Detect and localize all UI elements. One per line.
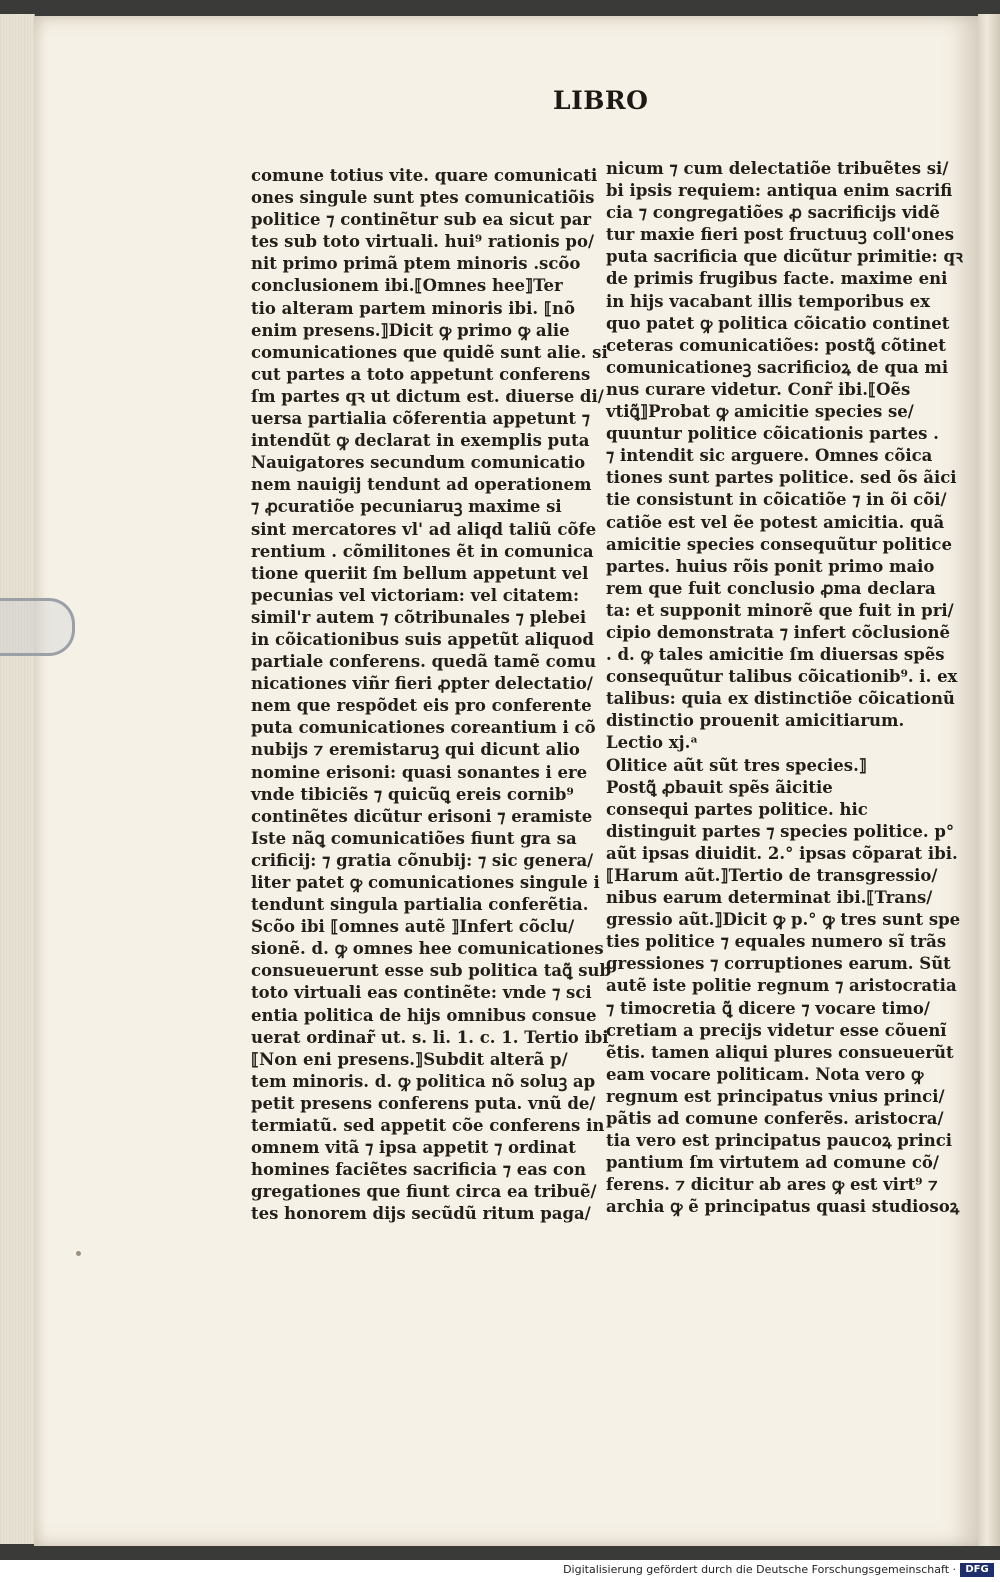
running-head: LIBRO bbox=[553, 86, 649, 115]
text-line: ⁊ ꝓcuratiõe pecuniaruꝫ maxime si bbox=[251, 497, 562, 517]
text-line: tione queriit ſm bellum appetunt vel bbox=[251, 563, 589, 583]
text-line: nibus earum determinat ibi.⟦Trans/ bbox=[606, 888, 933, 908]
text-line: intendũt ꝙ declarat in exemplis puta bbox=[251, 431, 590, 451]
text-line: uersa partialia cõferentia appetunt ⁊ bbox=[251, 409, 590, 429]
text-line: termiatũ. sed appetit cõe conferens in bbox=[251, 1116, 605, 1136]
text-line: sionẽ. d. ꝙ omnes hee comunicationes bbox=[251, 939, 604, 959]
text-line: consequũtur talibus cõicationib⁹. i. ex bbox=[606, 667, 958, 687]
text-line: gregationes que fiunt circa ea tribuẽ/ bbox=[251, 1182, 597, 1202]
text-line: tia vero est principatus paucoꝝ princi bbox=[606, 1131, 953, 1151]
right-text-column bbox=[606, 158, 963, 1219]
right-page-edge bbox=[978, 14, 1000, 1546]
text-line: ones singule sunt ptes comunicatiõis bbox=[251, 188, 595, 208]
text-line: ceteras comunicatiões: postꝗ̃ cõtinet bbox=[606, 335, 946, 355]
text-line: omnem vitã ⁊ ipsa appetit ⁊ ordinat bbox=[251, 1138, 576, 1158]
text-line: ẽtis. tamen aliqui plures consueuerũt bbox=[606, 1042, 954, 1062]
text-line: Scõo ibi ⟦omnes autẽ ⟧Infert cõclu/ bbox=[251, 917, 575, 937]
text-line: quuntur politice cõicationis partes . bbox=[606, 424, 939, 444]
text-line: in hijs vacabant illis temporibus ex bbox=[606, 291, 930, 311]
text-line: tendunt singula partialia conferẽtia. bbox=[251, 895, 589, 915]
page-edges bbox=[0, 14, 35, 1544]
text-line: pecunias vel victoriam: vel citatem: bbox=[251, 585, 580, 605]
text-line: ⟦Non eni presens.⟧Subdit alterã p/ bbox=[251, 1049, 568, 1069]
text-line: comunicationes que quidẽ sunt alie. si bbox=[251, 342, 608, 362]
text-line: Nauigatores secundum comunicatio bbox=[251, 453, 586, 473]
text-line: archia ꝙ ẽ principatus quasi studiosoꝝ bbox=[606, 1197, 960, 1217]
text-line: nicationes viñr fieri ꝓpter delectatio/ bbox=[251, 674, 593, 694]
text-line: nem nauigij tendunt ad operationem bbox=[251, 475, 592, 495]
text-line: rem que fuit conclusio ꝓma declara bbox=[606, 578, 936, 598]
text-line: puta comunicationes coreantium i cõ bbox=[251, 718, 596, 738]
left-text-column bbox=[251, 165, 612, 1226]
text-line: enim presens.⟧Dicit ꝙ primo ꝙ alie bbox=[251, 320, 570, 340]
text-line: pãtis ad comune conferẽs. aristocra/ bbox=[606, 1109, 944, 1129]
text-line: amicitie species consequũtur politice bbox=[606, 534, 952, 554]
text-line: politice ⁊ continẽtur sub ea sicut par bbox=[251, 210, 592, 230]
text-line: Lectio xj.ᵃ bbox=[606, 733, 699, 753]
text-line: in cõicationibus suis appetũt aliquod bbox=[251, 629, 594, 649]
text-line: vnde tibiciẽs ⁊ quicũꝗ ereis cornib⁹ bbox=[251, 784, 574, 804]
text-line: entia politica de hijs omnibus consue bbox=[251, 1005, 597, 1025]
dfg-logo: DFG bbox=[960, 1563, 994, 1577]
text-line: talibus: quia ex distinctiõe cõicationũ bbox=[606, 689, 955, 709]
text-line: uerat ordinar̃ ut. s. li. 1. c. 1. Tertio ibi bbox=[251, 1027, 609, 1047]
text-line: cut partes a toto appetunt conferens bbox=[251, 364, 591, 384]
text-line: tem minoris. d. ꝙ politica nõ soluꝫ ap bbox=[251, 1071, 596, 1091]
text-line: tes honorem dijs secũdũ ritum paga/ bbox=[251, 1204, 591, 1224]
text-line: quo patet ꝙ politica cõicatio continet bbox=[606, 313, 950, 333]
text-line: nit primo primã ptem minoris .scõo bbox=[251, 254, 581, 274]
text-line: rentium . cõmilitones ẽt in comunica bbox=[251, 541, 594, 561]
text-line: ties politice ⁊ equales numero sĩ trãs bbox=[606, 932, 947, 952]
text-line: distinctio prouenit amicitiarum. bbox=[606, 711, 905, 731]
text-line: ta: et supponit minorẽ que fuit in pri/ bbox=[606, 600, 954, 620]
text-line: ⁊ timocretia ꝗ̃ dicere ⁊ vocare timo/ bbox=[606, 998, 930, 1018]
text-line: conclusionem ibi.⟦Omnes hee⟧Ter bbox=[251, 276, 563, 296]
text-line: gressio aũt.⟧Dicit ꝙ p.° ꝙ tres sunt spe bbox=[606, 910, 961, 930]
text-line: liter patet ꝙ comunicationes singule i bbox=[251, 873, 600, 892]
text-line: petit presens conferens puta. vnũ de/ bbox=[251, 1093, 596, 1113]
text-line: nomine erisoni: quasi sonantes i ere bbox=[251, 762, 588, 782]
text-line: gressiones ⁊ corruptiones earum. Sũt bbox=[606, 954, 951, 974]
text-line: distinguit partes ⁊ species politice. p° bbox=[606, 821, 955, 841]
text-line: tio alteram partem minoris ibi. ⟦nõ bbox=[251, 298, 576, 318]
text-line: partiale conferens. quedã tamẽ comu bbox=[251, 652, 597, 672]
text-line: consequi partes politice. hic bbox=[606, 799, 868, 819]
text-line: catiõe est vel ẽe potest amicitia. quã bbox=[606, 512, 945, 532]
page-clip bbox=[0, 598, 75, 656]
text-line: cia ⁊ congregatiões ꝓ sacrificijs vidẽ bbox=[606, 203, 940, 223]
text-line: simil'r autem ⁊ cõtribunales ⁊ plebei bbox=[251, 607, 587, 627]
text-line: bi ipsis requiem: antiqua enim sacrifi bbox=[606, 181, 953, 201]
text-line: autẽ iste politie regnum ⁊ aristocratia bbox=[606, 976, 957, 996]
text-line: partes. huius rõis ponit primo maio bbox=[606, 556, 935, 576]
text-line: Postꝗ̃ ꝓbauit spẽs ãicitie bbox=[606, 777, 833, 797]
text-line: tiones sunt partes politice. sed õs ãici bbox=[606, 468, 957, 488]
text-line: vtiꝗ̃⟧Probat ꝙ amicitie species se/ bbox=[606, 402, 914, 422]
text-line: tur maxie fieri post fructuuꝫ coll'ones bbox=[606, 225, 955, 245]
text-line: homines faciẽtes sacrificia ⁊ eas con bbox=[251, 1160, 586, 1180]
footer-credit: Digitalisierung gefördert durch die Deutsche Forschungsgemeinschaft · bbox=[563, 1563, 956, 1576]
text-line: ſm partes qꝛ ut dictum est. diuerse di/ bbox=[251, 386, 604, 406]
text-line: toto virtuali eas continẽte: vnde ⁊ sci bbox=[251, 983, 592, 1003]
text-line: . d. ꝙ tales amicitie ſm diuersas spẽs bbox=[606, 645, 945, 665]
text-line: de primis frugibus facte. maxime eni bbox=[606, 269, 948, 289]
text-line: eam vocare politicam. Nota vero ꝙ bbox=[606, 1064, 924, 1084]
text-line: comunicationeꝫ sacrificioꝝ de qua mi bbox=[606, 357, 949, 377]
text-line: nubijs ⁊ eremistaruꝫ qui dicunt alio bbox=[251, 740, 580, 760]
text-line: nem que respõdet eis pro conferente bbox=[251, 696, 592, 716]
text-line: ferens. ⁊ dicitur ab ares ꝙ est virt⁹ ⁊ bbox=[606, 1175, 938, 1195]
text-line: comune totius vite. quare comunicati bbox=[251, 166, 598, 185]
text-line: puta sacrificia que dicũtur primitie: qꝛ bbox=[606, 247, 963, 267]
text-line: tes sub toto virtuali. hui⁹ rationis po/ bbox=[251, 232, 594, 252]
text-line: sint mercatores vl' ad aliqd taliũ cõfe bbox=[251, 519, 597, 539]
text-line: cretiam a precijs videtur esse cõuenĩ bbox=[606, 1020, 947, 1040]
text-line: continẽtes dicũtur erisoni ⁊ eramiste bbox=[251, 806, 593, 826]
paper-speck bbox=[76, 1251, 81, 1256]
text-line: ⟦Harum aũt.⟧Tertio de transgressio/ bbox=[606, 866, 938, 885]
text-line: Iste nãꝗ comunicatiões fiunt gra sa bbox=[251, 828, 577, 848]
text-line: nus curare videtur. Conr̃ ibi.⟦Oẽs bbox=[606, 379, 911, 399]
text-line: ⁊ intendit sic arguere. Omnes cõica bbox=[606, 446, 933, 466]
text-line: Olitice aũt sũt tres species.⟧ bbox=[606, 755, 867, 775]
text-line: nicum ⁊ cum delectatiõe tribuẽtes si/ bbox=[606, 159, 949, 178]
text-line: regnum est principatus vnius princi/ bbox=[606, 1086, 945, 1106]
text-line: consueuerunt esse sub politica taꝗ̃ sub bbox=[251, 961, 612, 981]
text-line: pantium ſm virtutem ad comune cõ/ bbox=[606, 1153, 939, 1173]
text-line: aũt ipsas diuidit. 2.° ipsas cõparat ibi. bbox=[606, 843, 958, 863]
text-line: crificij: ⁊ gratia cõnubij: ⁊ sic genera/ bbox=[251, 850, 594, 870]
text-line: tie consistunt in cõicatiõe ⁊ in õi cõi/ bbox=[606, 490, 947, 510]
text-line: cipio demonstrata ⁊ infert cõclusionẽ bbox=[606, 622, 951, 642]
